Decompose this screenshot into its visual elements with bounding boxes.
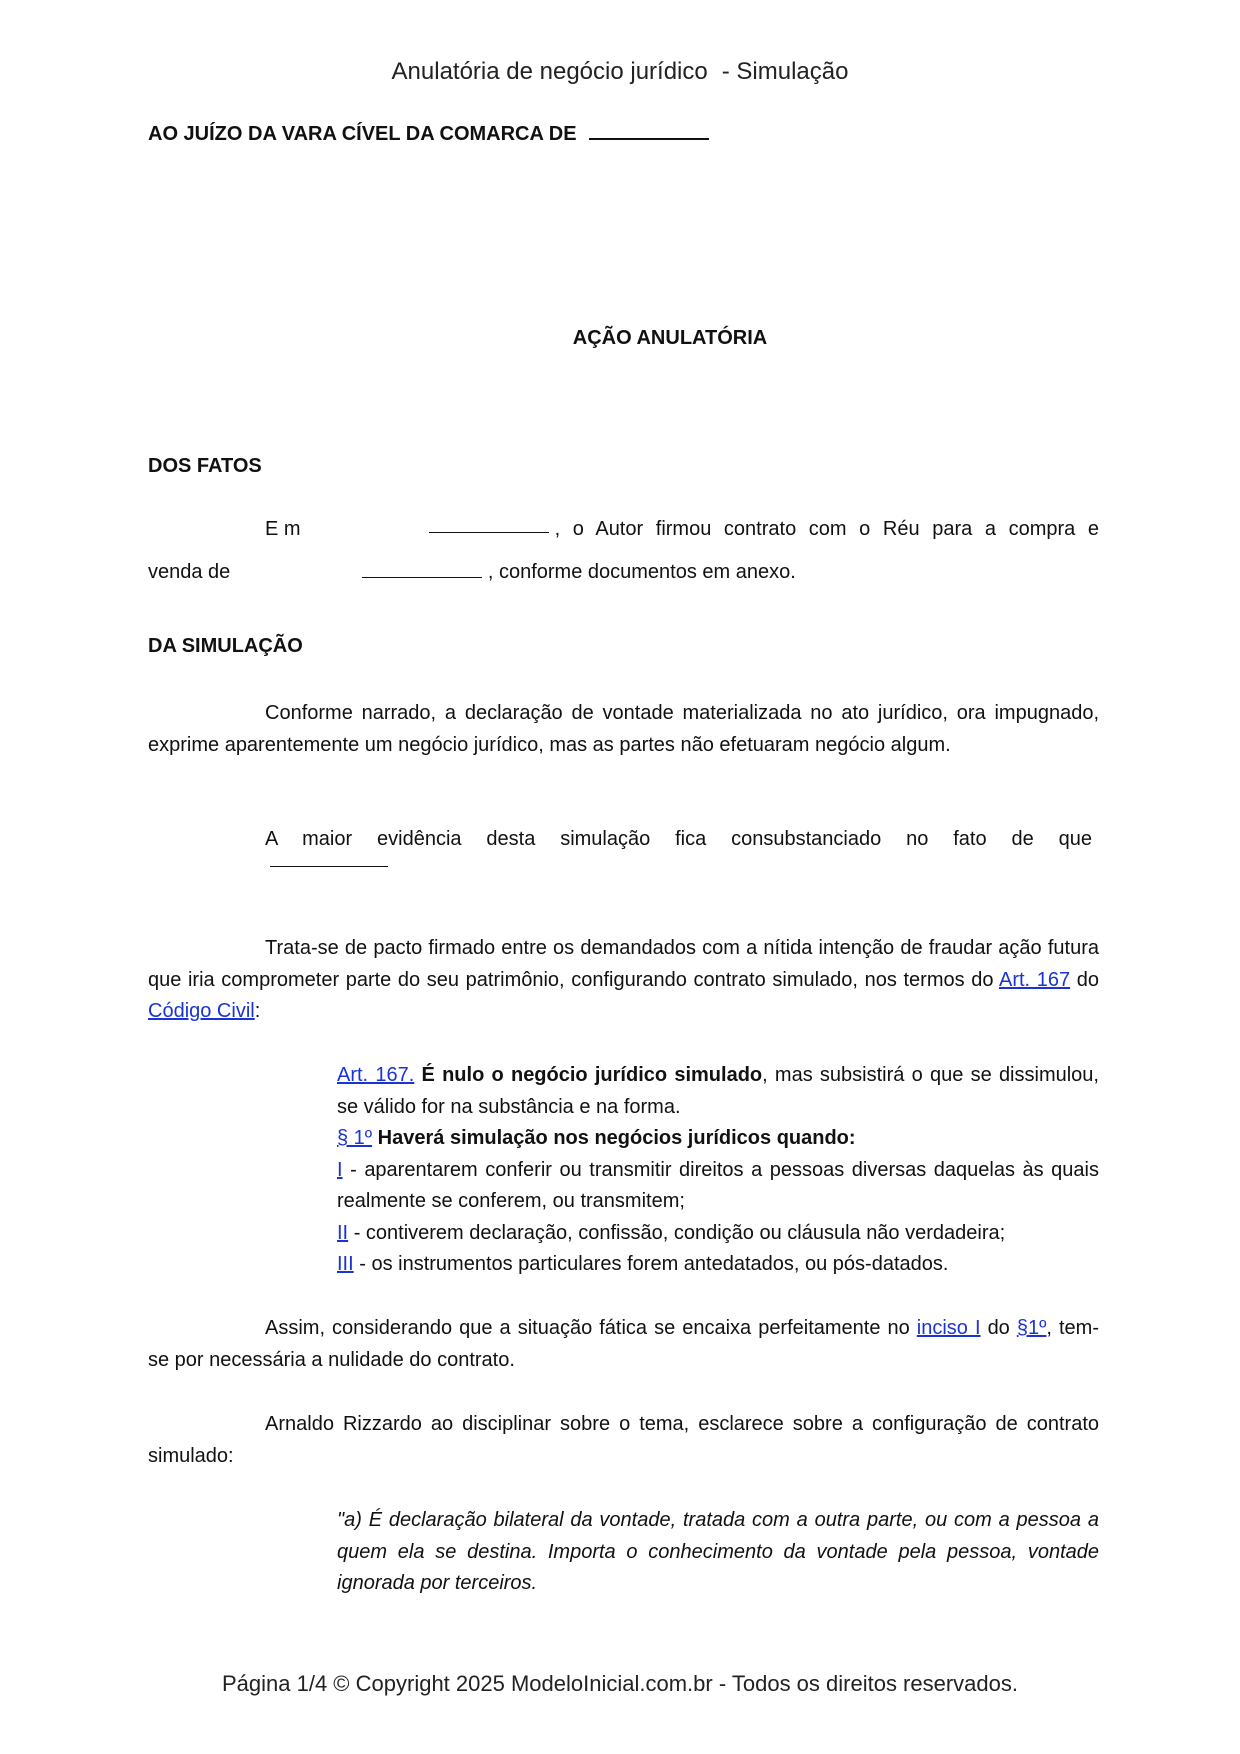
fatos-venda: venda de (148, 561, 231, 583)
quote-inciso-ii (337, 1218, 1099, 1250)
art-167-bold: É nulo o negócio jurídico simulado (421, 1064, 763, 1086)
quote-rizzardo: "a) É declaração bilateral da vontade, tratada com a outra parte, ou com a pessoa a quem ela se destina. Importa o conhecimento da vontade pela pessoa, vontade ignorada por terceiros. (337, 1509, 1099, 1594)
paragraph-arnaldo: Arnaldo Rizzardo ao disciplinar sobre o tema, esclarece sobre a configuração de contrato simulado: (148, 1413, 1099, 1467)
section-heading-fatos: DOS FATOS (148, 455, 262, 477)
paragraph-trata (148, 933, 1099, 1028)
object-blank-line (362, 563, 482, 578)
link-inciso-ii[interactable]: II (337, 1221, 349, 1244)
inciso-iii-text: - os instrumentos particulares forem antedatados, ou pós-datados. (359, 1253, 949, 1275)
link-inciso-iii[interactable]: III (337, 1253, 354, 1275)
link-inciso-i[interactable]: I (337, 1158, 343, 1181)
link-art-167-quote[interactable]: Art. 167. (337, 1064, 415, 1086)
section-heading-simulacao: DA SIMULAÇÃO (148, 635, 303, 657)
inciso-i-text: - aparentarem conferir ou transmitir direitos a pessoas diversas daquelas às quais realmente se conferem, ou transmitem; (337, 1158, 1099, 1212)
page-header (0, 58, 1240, 86)
inciso-ii-text: - contiverem declaração, confissão, condição ou cláusula não verdadeira; (353, 1221, 1006, 1244)
fatos-line-1 (265, 518, 1099, 541)
court-heading-text: AO JUÍZO DA VARA CÍVEL DA COMARCA DE (148, 123, 577, 145)
paragraph-evidencia: A maior evidência desta simulação fica consubstanciado no fato de que (265, 828, 1092, 850)
comarca-blank-line (589, 122, 709, 140)
fatos-line-2 (148, 561, 796, 584)
quote-law-article (337, 1060, 1099, 1281)
action-title: AÇÃO ANULATÓRIA (572, 327, 768, 349)
link-codigo-civil[interactable]: Código Civil (148, 1000, 255, 1022)
paragraph-assim (148, 1313, 1099, 1376)
fatos-line2-rest: , conforme documentos em anexo. (487, 561, 796, 583)
assim-text: Assim, considerando que a situação fática se encaixa perfeitamente no (265, 1317, 917, 1339)
trata-mid: do (1070, 968, 1099, 991)
assim-end: , tem-se por necessária a nulidade do contrato. (148, 1317, 1099, 1371)
assim-mid: do (980, 1317, 1017, 1339)
date-blank-line (429, 518, 549, 533)
quote-inciso-iii (337, 1249, 1099, 1281)
court-heading (148, 122, 709, 146)
fatos-line1-rest: , o Autor firmou contrato com o Réu para a compra e (554, 518, 1099, 540)
link-art-167[interactable]: Art. 167 (999, 968, 1071, 991)
quote-paragraph-1 (337, 1123, 1099, 1155)
header-title-part2: - Simulação (721, 58, 849, 85)
fatos-line1-group (429, 518, 1099, 541)
paragraph-1-bold: Haverá simulação nos negócios jurídicos quando: (377, 1127, 856, 1149)
evidence-blank-line (270, 866, 388, 867)
paragraph-conforme: Conforme narrado, a declaração de vontade materializada no ato jurídico, ora impugnado, exprime aparentemente um negócio jurídico, mas as partes não efetuaram negócio algum. (148, 702, 1099, 756)
page-footer: Página 1/4 © Copyright 2025 ModeloInicial.com.br - Todos os direitos reservados. (222, 1671, 1018, 1696)
link-paragraph-1-ref[interactable]: §1º (1016, 1317, 1047, 1339)
link-inciso-i-ref[interactable]: inciso I (916, 1317, 981, 1339)
art-167-rest: , mas subsistirá o que se dissimulou, se válido for na substância e na forma. (337, 1064, 1099, 1118)
trata-text: Trata-se de pacto firmado entre os demandados com a nítida intenção de fraudar ação futura que iria comprometer parte do seu patrimônio, configurando contrato simulado, nos termos do (148, 937, 1099, 991)
link-paragraph-1[interactable]: § 1º (337, 1127, 373, 1149)
trata-end: : (254, 1000, 261, 1022)
fatos-em: E m (265, 518, 301, 540)
quote-inciso-i (337, 1155, 1099, 1218)
header-title-part1: Anulatória de negócio jurídico (391, 58, 708, 85)
quote-art-167 (337, 1060, 1099, 1123)
